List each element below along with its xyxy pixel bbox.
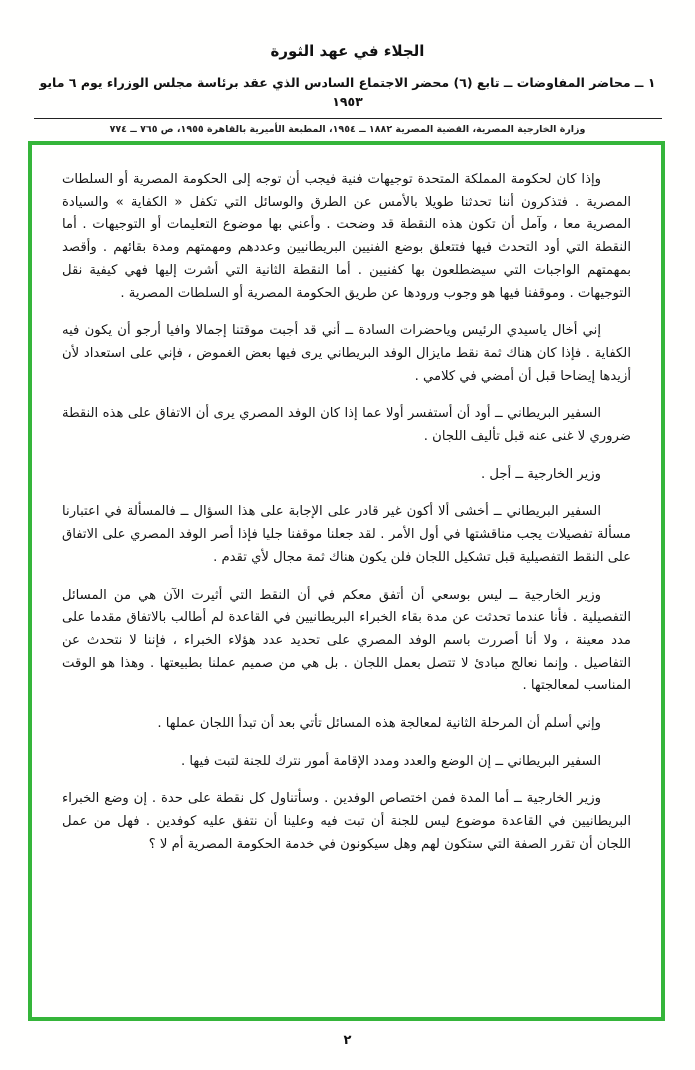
paragraph: السفير البريطاني ــ إن الوضع والعدد ومدد الإقامة أمور نترك للجنة لتبت فيها .: [181, 753, 601, 769]
paragraph: وإذا كان لحكومة المملكة المتحدة توجيهات فنية فيجب أن توجه إلى الحكومة المصرية أو السلطات المصرية . فتذكرون أننا تحدثنا طويلا بالأمس عن الطرق والوسائل التي تكفل « الكفاية » والسيادة المصرية معا ، وآمل أن تكون هذه النقطة قد وضحت . وأعني بها موضوع التعليمات أو التوجيهات . أما النقطة التي أود التحدث فيها فتتعلق بوضع الفنيين البريطانيين وعددهم ومهمتهم ومدة بقائهم . وأقصد بمهمتهم الواجبات التي سيضطلعون بها كفنيين . أما النقطة الثانية التي أشرت إليها فهي كيفية نقل التوجيهات . وموقفنا فيها هو وجوب ورودها عن طريق الحكومة المصرية أو السلطات المصرية .: [62, 172, 631, 301]
header-divider: [34, 118, 662, 119]
document-citation: وزارة الخارجية المصرية، القضية المصرية ١٨٨٢ ــ ١٩٥٤، المطبعة الأميرية بالقاهرة ١٩٥٥، ص ٧٦٥ ــ ٧٧٤: [109, 123, 586, 135]
paragraph: إني أخال ياسيدي الرئيس وياحضرات السادة ــ أني قد أجبت موقتنا إجمالا وافيا أرجو أن يكون فيه الكفاية . فإذا كان هناك ثمة نقط مايزال الوفد البريطاني يرى فيها بعض الغموض ، فإني على استعداد لأن أزيدها إيضاحا قبل أن أمضي في كلامي .: [62, 323, 631, 384]
page-header: [0, 0, 695, 135]
paragraph: وزير الخارجية ــ أما المدة فمن اختصاص الوفدين . وسأتناول كل نقطة على حدة . إن وضع الخبراء البريطانيين في القاعدة موضوع ليس للجنة أن تبت فيه وعلينا أن نتفق عليه كوفدين . فهل من عمل اللجان أن تقرر الصفة التي ستكون لهم وهل سيكونون في خدمة الحكومة المصرية أم لا ؟: [62, 791, 631, 852]
paragraph: وإني أسلم أن المرحلة الثانية لمعالجة هذه المسائل تأتي بعد أن تبدأ اللجان عملها .: [157, 716, 601, 732]
page-number: ٢: [343, 1033, 352, 1048]
paragraph: وزير الخارجية ــ ليس بوسعي أن أتفق معكم في أن النقط التي أثيرت الآن هي من المسائل التفصيلية . فأنا عندما تحدثت عن مدة بقاء الخبراء البريطانيين في القاعدة لم أطالب بالاتفاق مقدما على مدد معينة ، ولا أنا أصررت باسم الوفد المصري على تحديد عدد هؤلاء الخبراء ، فإننا لا نتحدث عن التفاصيل . وإنما نعالج مبادئ لا تتصل بعمل اللجان . بل هي من صميم عملنا بطبيعتها . وهذا هو الوقت المناسب لمعالجتها .: [62, 587, 631, 694]
paragraph: السفير البريطاني ــ أخشى ألا أكون غير قادر على الإجابة على هذا السؤال ــ فالمسألة في اعتبارنا مسألة تفصيلات يجب مناقشتها في أول الأمر . لقد جعلنا موقفنا جليا فإذا أصر الوفد المصري على الاتفاق على النقط التفصيلية قبل تشكيل اللجان فلن يكون هناك ثمة مجال لأي تقدم .: [62, 504, 631, 565]
paragraph: وزير الخارجية ــ أجل .: [481, 466, 601, 482]
document-title: الجلاء في عهد الثورة: [270, 42, 425, 60]
paragraph: السفير البريطاني ــ أود أن أستفسر أولا عما إذا كان الوفد المصري يرى أن الاتفاق على هذه النقطة ضروري لا غنى عنه قبل تأليف اللجان .: [62, 406, 631, 445]
document-subtitle: ١ ــ محاضر المفاوضات ــ تابع (٦) محضر الاجتماع السادس الذي عقد برئاسة مجلس الوزراء يوم ٦ مايو ١٩٥٣: [39, 75, 656, 109]
green-border-text-frame: [28, 141, 665, 1021]
